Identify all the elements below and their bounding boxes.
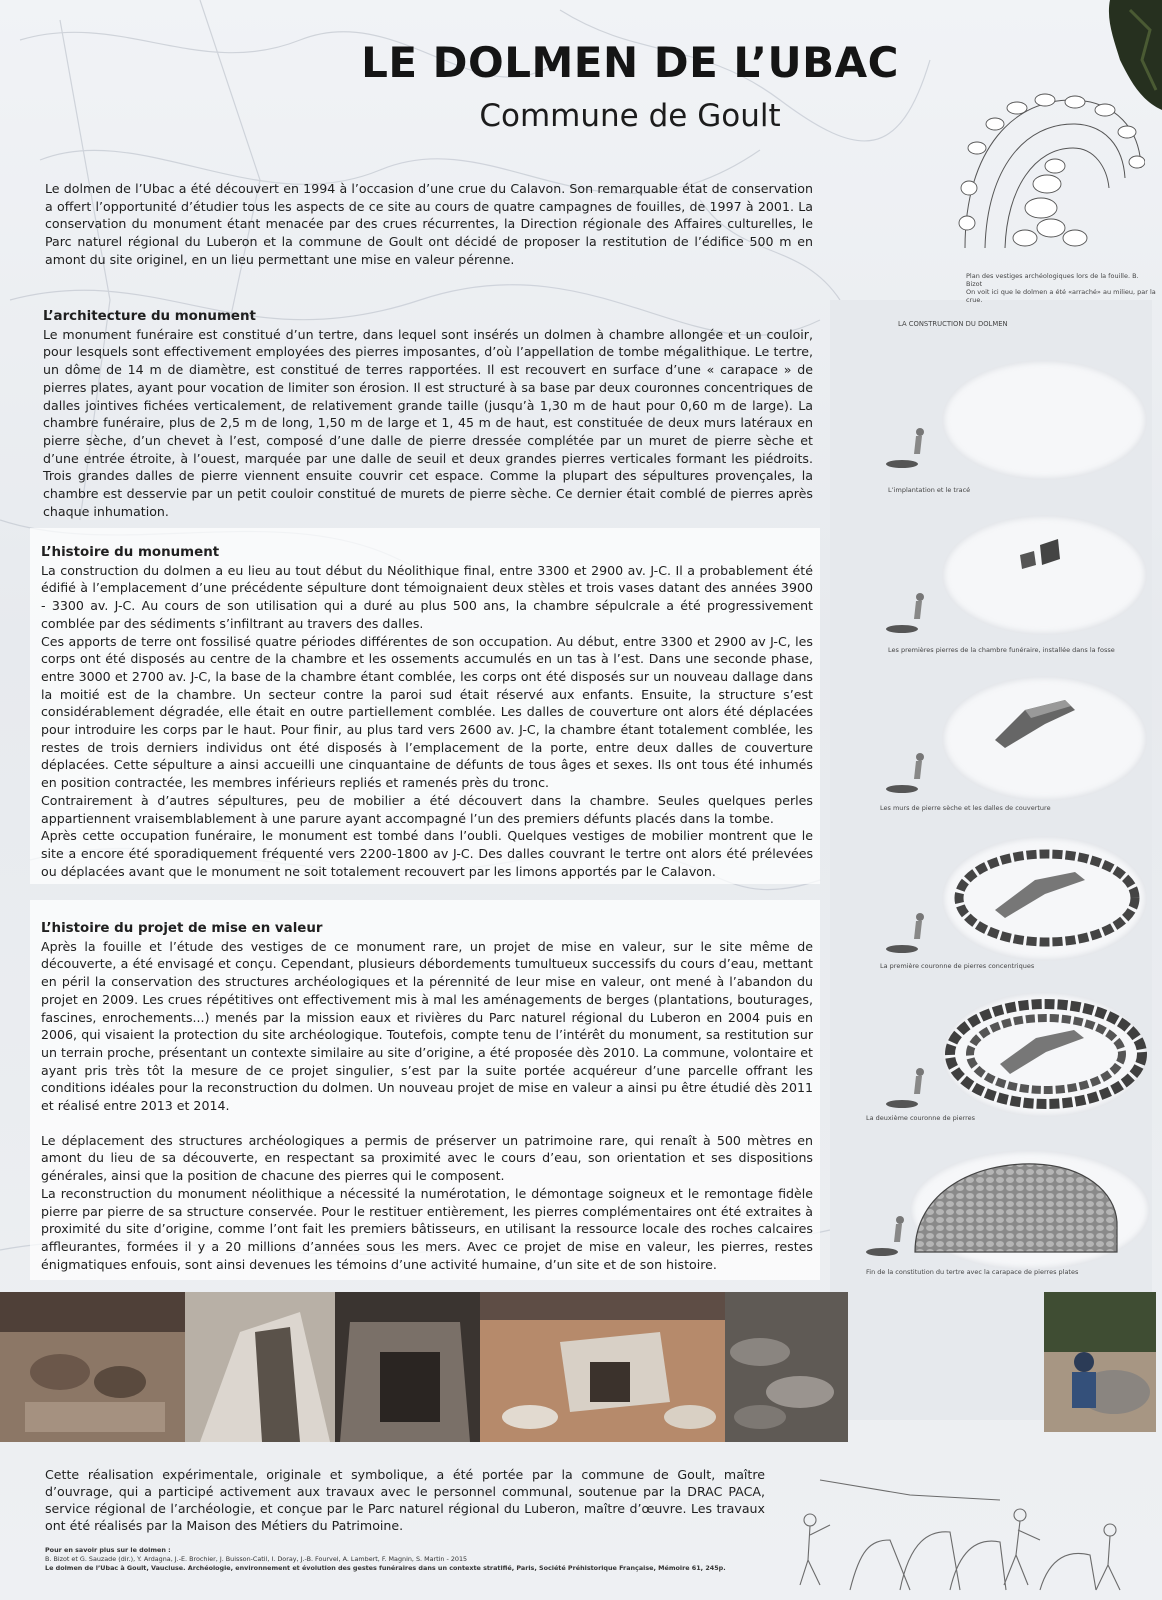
step-4-ring-icon	[945, 840, 1145, 955]
step-1-caption: L’implantation et le tracé	[888, 486, 971, 494]
excavation-photo-strip	[0, 1292, 848, 1442]
projet-paragraph-2: Le déplacement des structures archéologiques a permis de préserver un patrimoine rare, qui renaît à 500 mètres en amont du lieu de sa découverte, en respectant sa proximité avec le cours d’eau, son orientation et ses dispositions générales, ainsi que la position de chacune des pierres qui le composent.	[41, 1132, 813, 1184]
projet-paragraph-3: La reconstruction du monument néolithique a nécessité la numérotation, le démontage soigneux et le remontage fidèle pierre par pierre de sa structure conservée. Pour le restituer entièrement, les pierres complémentaires ont été extraites à proximité du site d’origine, comme l’ont fait les premiers bâtisseurs, en utilisant la ressource locale des roches calcaires affleurantes, formées il y a 20 millions d’années sous les mers. Avec ce projet de mise en valeur, les pierres, restes énigmatiques enfouis, sont ainsi devenues les témoins d’une activité humaine, d’un site et de son histoire.	[41, 1185, 813, 1272]
projet-heading: L’histoire du projet de mise en valeur	[41, 921, 323, 936]
builders-sketch	[790, 1460, 1150, 1595]
construction-title: LA CONSTRUCTION DU DOLMEN	[898, 320, 1008, 328]
architecture-heading: L’architecture du monument	[43, 309, 256, 324]
projet-section	[41, 920, 813, 1273]
footer-credits: Cette réalisation expérimentale, originale et symbolique, a été portée par la commune de Goult, maître d’ouvrage, qui a participé activement aux travaux avec le personnel communal, soutenue par la DRAC PACA, service régional de l’archéologie, et conçue par le Parc naturel régional du Luberon, maître d’œuvre. Les travaux ont été réalisés par la Maison des Métiers du Patrimoine.	[45, 1467, 765, 1533]
references-title: Le dolmen de l’Ubac à Goult, Vaucluse. Archéologie, environnement et évolution des gestes funéraires dans un contexte stratifié, Paris, Société Préhistorique Française, Mémoire 61, 245p.	[45, 1564, 726, 1572]
step-6-figure-icon	[860, 1208, 920, 1258]
excavation-plan-drawing	[955, 88, 1145, 258]
page-title: LE DOLMEN DE L’UBAC	[361, 38, 899, 87]
projet-paragraph-1: Après la fouille et l’étude des vestiges de ce monument rare, un projet de mise en valeur, sur le site même de découverte, a été envisagé et conçu. Cependant, plusieurs débordements tumultueux successifs du cours d’eau, mettant en péril la conservation des structures archéologiques et la pérennité de leur mise en valeur, ont mené à l’abandon du projet en 2009. Les crues répétitives ont effectivement mis à mal les aménagements de berges (plantations, bouturages, fascines, enrochements...) menés par la mission eaux et rivières du Parc naturel régional du Luberon en 2004 puis en 2006, qui visaient la protection du site archéologique. Toutefois, compte tenu de l’intérêt du monument, sa restitution sur un terrain proche, présentant un contexte similaire au site d’origine, a été proposée dès 2010. La commune, volontaire et ayant pris très tôt la mesure de ce projet singulier, s’est par la suite portée acquéreur d’une parcelle offrant les conditions idéales pour la reconstruction du dolmen. Un nouveau projet de mise en valeur a ainsi pu être étudié dès 2011 et réalisé entre 2013 et 2014.	[41, 938, 813, 1114]
step-3-chamber-icon	[985, 690, 1080, 750]
architecture-section	[43, 308, 813, 520]
step-4-figure-icon	[880, 905, 940, 955]
histoire-paragraph-3: Contrairement à d’autres sépultures, peu de mobilier a été découvert dans la chambre. Seules quelques perles appartiennent vraisemblablement à une parure ayant accompagné l’un des premiers défunts placés dans la tombe.	[41, 792, 813, 826]
plan-caption-line-2: On voit ici que le dolmen a été «arraché» au milieu, par la crue.	[966, 288, 1156, 304]
histoire-paragraph-2: Ces apports de terre ont fossilisé quatre périodes différentes de son occupation. Au début, entre 3300 et 2900 av J-C, les corps ont été disposés au centre de la chambre et les ossements accumulés en un tas à l’est. Dans une seconde phase, entre 3000 et 2700 av. J-C, la base de la chambre étant comblée, les corps ont été disposés sur un nouveau dallage dans la moitié est de la chambre. Un secteur contre la paroi sud était réservé aux enfants. Ensuite, la structure s’est considérablement dégradée, elle était en outre partiellement comblée. Les dalles de couverture ont alors été déplacées pour introduire les corps par le haut. Pour finir, au plus tard vers 2600 av. J-C, la chambre étant totalement comblée, les restes de trois derniers individus ont été disposés à l’emplacement de la porte, entre deux dalles de couverture déplacées. Cette sépulture a ainsi accueilli une cinquantaine de défunts de tous âges et sexes. Ils ont tous été inhumés en position contractée, les membres inférieurs repliés et ramenés près du tronc.	[41, 633, 813, 791]
step-1-illustration	[942, 360, 1147, 480]
intro-paragraph: Le dolmen de l’Ubac a été découvert en 1994 à l’occasion d’une crue du Calavon. Son remarquable état de conservation a offert l’opportunité d’étudier tous les aspects de ce site au cours de quatre campagnes de fouilles, de 1997 à 2001. La conservation du monument étant menacée par des crues récurrentes, la Direction régionale des Affaires culturelles, le Parc naturel régional du Luberon et la commune de Goult ont décidé de proposer la restitution de l’édifice 500 m en amont du site originel, en un lieu permettant une mise en valeur pérenne.	[45, 181, 813, 267]
references-label: Pour en savoir plus sur le dolmen :	[45, 1546, 171, 1554]
step-2-figure-icon	[880, 585, 940, 635]
step-6-caption: Fin de la constitution du tertre avec la carapace de pierres plates	[866, 1268, 1079, 1276]
histoire-section	[41, 544, 813, 880]
step-4-caption: La première couronne de pierres concentriques	[880, 962, 1035, 970]
reconstruction-photo	[1044, 1292, 1156, 1432]
step-2-caption: Les premières pierres de la chambre funéraire, installée dans la fosse	[888, 646, 1115, 654]
histoire-heading: L’histoire du monument	[41, 545, 220, 560]
page-subtitle: Commune de Goult	[479, 98, 781, 134]
step-5-double-ring-icon	[940, 994, 1150, 1114]
reconstruction-photo-image	[1044, 1292, 1156, 1432]
histoire-paragraph-1: La construction du dolmen a eu lieu au tout début du Néolithique final, entre 3300 et 2900 av. J-C. Il a probablement été édifié à l’emplacement d’une précédente sépulture dont témoignaient deux stèles et trois vases datant des années 3900 - 3300 av. J-C. Au cours de son utilisation qui a duré au plus 500 ans, la chambre sépulcrale a été progressivement comblée par des sédiments s’infiltrant au travers des dalles.	[41, 562, 813, 631]
tree-foliage-corner	[1090, 0, 1162, 110]
histoire-paragraph-4: Après cette occupation funéraire, le monument est tombé dans l’oubli. Quelques vestiges de mobilier montrent que le site a encore été sporadiquement fréquenté vers 2200-1800 av J-C. Des dalles couvrant le tertre ont alors été prélevées ou déplacées avant que le monument ne soit totalement recouvert par les limons apportés par le Calavon.	[41, 828, 813, 879]
step-5-caption: La deuxième couronne de pierres	[866, 1114, 976, 1122]
step-3-figure-icon	[880, 745, 940, 795]
architecture-body: Le monument funéraire est constitué d’un tertre, dans lequel sont insérés un dolmen à chambre allongée et un couloir, pour lesquels sont effectivement employées des pierres imposantes, d’où l’appellation de tombe mégalithique. Le tertre, un dôme de 14 m de diamètre, est constitué de terres rapportées. Il est recouvert en surface d’une « carapace » de pierres plates, ayant pour vocation de limiter son érosion. Il est structuré à sa base par deux couronnes concentriques de dalles jointives fichées verticalement, de relativement grande taille (jusqu’à 1,30 m de haut pour 0,60 m de large). La chambre funéraire, plus de 2,5 m de long, 1,50 m de large et 1, 45 m de haut, est constituée de deux murs latéraux en pierre sèche, d’un chevet à l’est, composé d’une dalle de pierre dressée complétée par un muret de pierre sèche et d’une entrée étroite, à l’ouest, marquée par une dalle de seuil et deux grandes pierres verticales formant les piédroits. Trois grandes dalles de pierre viennent ensuite couvrir cet espace. Comme la plupart des sépultures provençales, la chambre est desservie par un petit couloir constitué de murets de pierre sèche. Ce dernier était comblé de pierres après chaque inhumation.	[43, 326, 813, 519]
step-1-figure-icon	[880, 420, 940, 470]
step-2-illustration	[942, 515, 1147, 635]
step-3-caption: Les murs de pierre sèche et les dalles de couverture	[880, 804, 1051, 812]
plan-caption-line-1: Plan des vestiges archéologiques lors de la fouille. B. Bizot	[966, 272, 1139, 288]
step-6-tumulus-icon	[905, 1152, 1125, 1267]
step-2-stones-icon	[1010, 535, 1080, 575]
references-authors: B. Bizot et G. Sauzade (dir.), Y. Ardagna, J.-E. Brochier, J. Buisson-Catil, I. Doray, J.-B. Fourvel, A. Lambert, F. Magnin, S. Martin - 2015	[45, 1555, 468, 1563]
excavation-photos-image	[0, 1292, 848, 1442]
references	[45, 1546, 765, 1573]
step-5-figure-icon	[880, 1060, 940, 1110]
plan-caption	[966, 272, 1156, 304]
